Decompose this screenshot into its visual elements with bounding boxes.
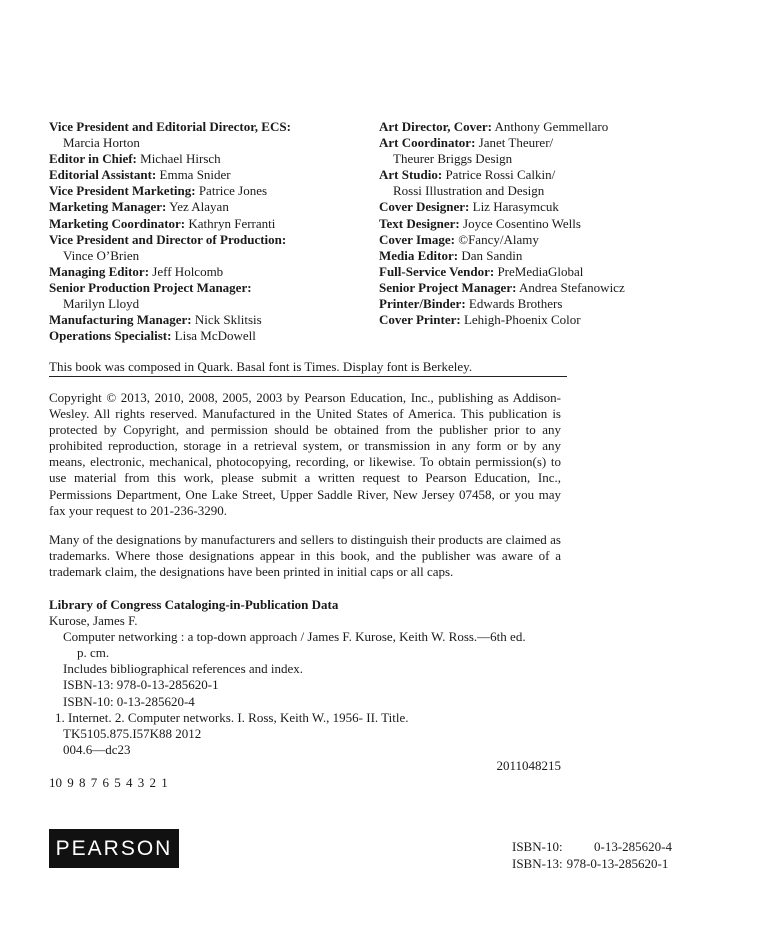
credit-line: Operations Specialist: Lisa McDowell: [49, 328, 256, 344]
cip-lccn: 2011048215: [496, 757, 561, 773]
credit-line: Vice President and Director of Production:: [49, 231, 287, 247]
cip-isbn10: ISBN-10: 0-13-285620-4: [63, 693, 195, 709]
credit-line: Media Editor: Dan Sandin: [379, 247, 523, 263]
credits-right-column: [379, 119, 709, 328]
cip-dewey: 004.6—dc23: [63, 741, 131, 757]
cip-subjects: 1. Internet. 2. Computer networks. I. Ross, Keith W., 1956- II. Title.: [55, 709, 409, 725]
credit-line: Senior Project Manager: Andrea Stefanowicz: [379, 279, 625, 295]
credit-line: Editorial Assistant: Emma Snider: [49, 167, 231, 183]
isbn10-row: [512, 838, 672, 855]
isbn10-label: ISBN-10:: [512, 839, 563, 854]
pearson-logo: PEARSON: [49, 829, 179, 868]
credit-line: Art Director, Cover: Anthony Gemmellaro: [379, 119, 609, 134]
isbn13-row: [512, 855, 672, 872]
credit-line: Art Studio: Patrice Rossi Calkin/: [379, 167, 556, 183]
cip-bibliography: Includes bibliographical references and index.: [63, 661, 304, 677]
credit-line: Vice President and Editorial Director, ECS:: [49, 119, 291, 134]
cip-author: Kurose, James F.: [49, 613, 138, 629]
credit-line: Text Designer: Joyce Cosentino Wells: [379, 215, 581, 231]
credit-line: Printer/Binder: Edwards Brothers: [379, 296, 563, 312]
isbn13-value: 978-0-13-285620-1: [566, 856, 669, 871]
credit-line: Marcia Horton: [63, 135, 140, 151]
credit-line: Manufacturing Manager: Nick Sklitsis: [49, 312, 262, 328]
credit-line: Theurer Briggs Design: [393, 151, 513, 167]
typeface-note: This book was composed in Quark. Basal font is Times. Display font is Berkeley.: [49, 359, 567, 377]
cip-pages: p. cm.: [77, 645, 110, 661]
isbn10-value: 0-13-285620-4: [594, 839, 672, 854]
credit-line: Marketing Manager: Yez Alayan: [49, 199, 229, 215]
credit-line: Vice President Marketing: Patrice Jones: [49, 183, 268, 199]
isbn-footer: [512, 838, 672, 872]
credit-line: Managing Editor: Jeff Holcomb: [49, 263, 224, 279]
isbn13-label: ISBN-13:: [512, 856, 563, 871]
credit-line: Editor in Chief: Michael Hirsch: [49, 151, 221, 167]
trademark-paragraph: Many of the designations by manufacturers and sellers to distinguish their products are claimed as trademarks. Where those designations appear in this book, and the publisher was aware of a trademark claim, the designations have been printed in initial caps or all caps.: [49, 532, 561, 580]
cip-isbn13: ISBN-13: 978-0-13-285620-1: [63, 677, 219, 693]
cip-data-block: [49, 597, 561, 774]
credit-line: Full-Service Vendor: PreMediaGlobal: [379, 263, 584, 279]
credit-line: Marilyn Lloyd: [63, 296, 140, 312]
copyright-paragraph: Copyright © 2013, 2010, 2008, 2005, 2003 by Pearson Education, Inc., publishing as Addison-Wesley. All rights reserved. Manufactured in the United States of America. This publication is protected by Copyright, and permission should be obtained from the publisher prior to any prohibited reproduction, storage in a retrieval system, or transmission in any form or by any means, electronic, mechanical, photocopying, recording, or likewise. To obtain permission(s) to use material from this work, please submit a written request to Pearson Education, Inc., Permissions Department, One Lake Street, Upper Saddle River, New Jersey 07458, or you may fax your request to 201-236-3290.: [49, 390, 561, 518]
credit-line: Rossi Illustration and Design: [393, 183, 545, 199]
cip-lc-class: TK5105.875.I57K88 2012: [63, 725, 202, 741]
credit-line: Marketing Coordinator: Kathryn Ferranti: [49, 215, 276, 231]
cip-heading: Library of Congress Cataloging-in-Publication Data: [49, 597, 339, 612]
credits-left-column: [49, 119, 369, 344]
credit-line: Vince O’Brien: [63, 247, 140, 263]
cip-title: Computer networking : a top-down approach / James F. Kurose, Keith W. Ross.—6th ed.: [63, 629, 526, 645]
credit-line: Senior Production Project Manager:: [49, 279, 252, 295]
credit-line: Cover Designer: Liz Harasymcuk: [379, 199, 559, 215]
credit-line: Art Coordinator: Janet Theurer/: [379, 135, 554, 151]
credit-line: Cover Printer: Lehigh-Phoenix Color: [379, 312, 581, 328]
printing-line: 10 9 8 7 6 5 4 3 2 1: [49, 775, 168, 790]
credit-line: Cover Image: ©Fancy/Alamy: [379, 231, 539, 247]
